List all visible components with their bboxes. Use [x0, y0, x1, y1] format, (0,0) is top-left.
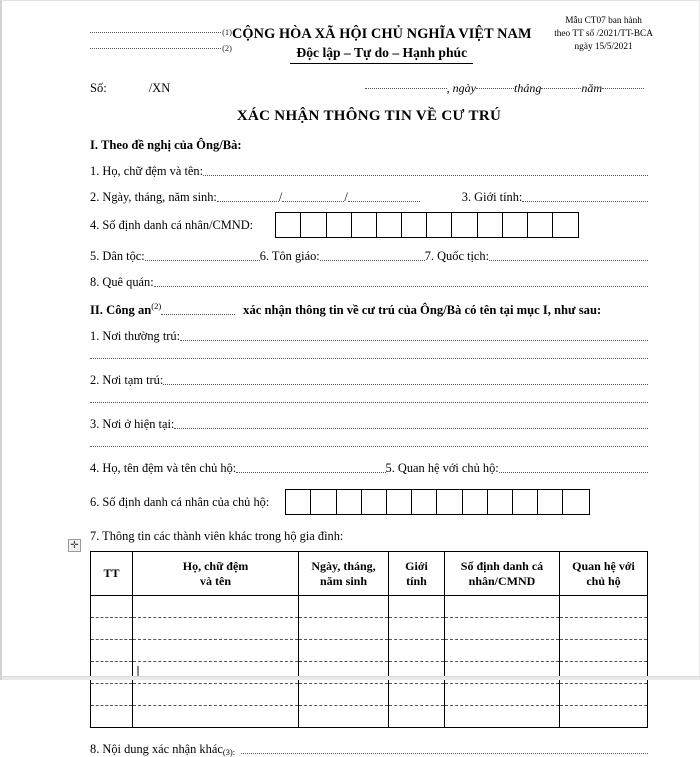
members-table-cell[interactable] — [560, 640, 648, 662]
field-temporary-residence-row-2 — [90, 396, 648, 406]
field-current-residence-label: 3. Nơi ở hiện tại: — [90, 417, 175, 431]
members-table-cell[interactable] — [445, 662, 560, 684]
members-table-col-header-line: và tên — [200, 573, 231, 588]
national-motto: Độc lập – Tự do – Hạnh phúc — [290, 45, 473, 64]
members-table-cell[interactable] — [445, 706, 560, 728]
members-table-cell[interactable] — [445, 596, 560, 618]
field-dob-day-input[interactable] — [217, 201, 279, 202]
members-table-cell[interactable] — [133, 596, 299, 618]
document-body — [70, 13, 653, 757]
field-householder-name-label: 4. Họ, tên đệm và tên chủ hộ: — [90, 461, 237, 475]
date-thang-label: tháng — [513, 81, 542, 95]
members-table-col-header — [91, 552, 133, 596]
place-input[interactable] — [365, 88, 447, 89]
members-table-col-header — [299, 552, 389, 596]
page-title: XÁC NHẬN THÔNG TIN VỀ CƯ TRÚ — [236, 108, 502, 124]
field-permanent-residence-row-2 — [90, 352, 648, 362]
authority-line-1 — [90, 20, 232, 36]
field-full-name-label: 1. Họ, chữ đệm và tên: — [90, 164, 204, 178]
field-nationality-input[interactable] — [489, 260, 648, 261]
field-personal-id-label: 4. Số định danh cá nhân/CMND: — [90, 217, 254, 232]
form-reference-line-1: Mẫu CT07 ban hành — [565, 16, 642, 26]
members-table-cell[interactable] — [91, 640, 133, 662]
members-table-cell[interactable] — [91, 684, 133, 706]
members-table-cell[interactable] — [389, 684, 445, 706]
table-row — [91, 596, 648, 618]
members-table-cell[interactable] — [389, 662, 445, 684]
members-table-col-header-line: Giới — [405, 558, 428, 573]
field-dob-year-input[interactable] — [348, 201, 420, 202]
field-current-residence-input[interactable] — [174, 428, 648, 429]
national-heading — [232, 13, 532, 64]
section-2-authority-label: II. Công an — [90, 303, 152, 317]
field-nationality-label: 7. Quốc tịch: — [424, 249, 490, 263]
authority-line-2-fill[interactable] — [90, 48, 221, 49]
field-hometown-label: 8. Quê quán: — [90, 275, 154, 289]
members-table-cell[interactable] — [389, 640, 445, 662]
field-ethnicity-label: 5. Dân tộc: — [90, 249, 145, 263]
field-religion-input[interactable] — [320, 260, 425, 261]
householder-id-cell[interactable] — [387, 490, 412, 514]
members-table-col-header-line: TT — [103, 566, 120, 580]
members-table-cell[interactable] — [299, 662, 389, 684]
members-table-col-header — [389, 552, 445, 596]
field-religion-label: 6. Tôn giáo: — [259, 249, 320, 263]
members-table-col-header-line: Quan hệ với — [572, 558, 635, 573]
document-number-value[interactable]: /XN — [148, 81, 171, 95]
field-temporary-residence-row — [90, 371, 648, 388]
field-permanent-residence-row — [90, 327, 648, 344]
members-table-cell[interactable] — [560, 662, 648, 684]
members-table-cell[interactable] — [445, 618, 560, 640]
section-2-heading — [90, 301, 648, 318]
members-table-cell[interactable] — [299, 640, 389, 662]
field-full-name-input[interactable] — [203, 175, 648, 176]
field-current-residence-row-2 — [90, 440, 648, 450]
form-reference-line-3: ngày 15/5/2021 — [574, 42, 633, 53]
members-table-header-row — [91, 552, 648, 596]
members-table-col-header-line: chủ hộ — [586, 573, 621, 588]
document-number-label: Số: — [90, 81, 107, 95]
form-reference-box — [532, 13, 676, 55]
field-ethnicity-row — [90, 247, 648, 264]
field-temporary-residence-input[interactable] — [163, 384, 648, 385]
year-input[interactable] — [602, 88, 644, 89]
members-table-cell[interactable] — [91, 662, 133, 684]
field-other-content-input[interactable] — [241, 753, 648, 754]
field-dob-row — [90, 188, 648, 205]
members-table-cell[interactable] — [560, 596, 648, 618]
personal-id-cell[interactable] — [553, 213, 578, 237]
field-current-residence-input-2[interactable] — [90, 446, 648, 447]
members-table-col-header — [133, 552, 299, 596]
field-members-label: 7. Thông tin các thành viên khác trong hộ gia đình: — [90, 529, 344, 543]
members-table-col-header-line: Số định danh cá — [460, 558, 544, 573]
members-table-cell[interactable] — [133, 684, 299, 706]
members-table-col-header — [560, 552, 648, 596]
date-ngay-label: , ngày — [446, 81, 476, 95]
field-householder-id-boxes[interactable] — [285, 489, 589, 515]
householder-id-cell[interactable] — [513, 490, 538, 514]
field-members-row — [90, 527, 648, 544]
table-row — [91, 640, 648, 662]
members-table-wrapper — [70, 540, 648, 728]
members-table-cell[interactable] — [445, 684, 560, 706]
place-date-line — [365, 81, 648, 96]
personal-id-cell[interactable] — [452, 213, 477, 237]
members-table-col-header-line: Họ, chữ đệm — [182, 558, 249, 573]
members-table-cell[interactable] — [133, 662, 299, 684]
section-2-heading-left — [90, 301, 161, 318]
field-hometown-input[interactable] — [154, 286, 648, 287]
members-table-cell[interactable] — [91, 618, 133, 640]
national-name: CỘNG HÒA XÃ HỘI CHỦ NGHĨA VIỆT NAM — [232, 26, 532, 42]
table-row — [91, 684, 648, 706]
householder-id-cell[interactable] — [337, 490, 362, 514]
field-ethnicity-input[interactable] — [145, 260, 260, 261]
householder-id-cell[interactable] — [362, 490, 387, 514]
field-householder-id-label: 6. Số định danh cá nhân của chủ hộ: — [90, 494, 270, 509]
personal-id-cell[interactable] — [327, 213, 352, 237]
members-table-body — [91, 596, 648, 728]
section-2-authority-input[interactable] — [161, 314, 235, 315]
members-table-cell[interactable] — [445, 640, 560, 662]
table-row — [91, 662, 648, 684]
personal-id-cell[interactable] — [427, 213, 452, 237]
field-permanent-residence-label: 1. Nơi thường trú: — [90, 329, 181, 343]
members-table-cell[interactable] — [133, 706, 299, 728]
dob-separator-2: / — [344, 190, 348, 204]
form-reference-line-2: theo TT số /2021/TT-BCA — [554, 29, 653, 40]
householder-id-cell[interactable] — [412, 490, 437, 514]
table-move-handle-icon[interactable]: ✛ — [68, 539, 81, 552]
personal-id-cell[interactable] — [377, 213, 402, 237]
section-1-heading: I. Theo đề nghị của Ông/Bà: — [90, 138, 242, 152]
members-table-cell[interactable] — [299, 684, 389, 706]
members-table-cell[interactable] — [389, 706, 445, 728]
members-table-cell[interactable] — [133, 640, 299, 662]
field-current-residence-row — [90, 415, 648, 432]
authority-line-2 — [90, 36, 232, 52]
members-table-cell[interactable] — [560, 706, 648, 728]
members-table-col-header-line: Ngày, tháng, — [311, 558, 376, 573]
householder-id-cell[interactable] — [563, 490, 588, 514]
field-full-name-row — [90, 162, 648, 179]
householder-id-cell[interactable] — [311, 490, 336, 514]
section-2-heading-right: xác nhận thông tin về cư trú của Ông/Bà có tên tại mục I, như sau: — [243, 303, 602, 317]
authority-line-1-note: (1) — [222, 26, 232, 37]
members-table-cell[interactable] — [560, 618, 648, 640]
field-temporary-residence-label: 2. Nơi tạm trú: — [90, 373, 164, 387]
section-2-footnote-marker: (2) — [151, 300, 162, 311]
field-householder-name-input[interactable] — [236, 472, 385, 473]
personal-id-cell[interactable] — [301, 213, 326, 237]
authority-line-1-fill[interactable] — [90, 32, 221, 33]
householder-id-cell[interactable] — [437, 490, 462, 514]
personal-id-cell[interactable] — [528, 213, 553, 237]
field-householder-name-row — [90, 459, 648, 476]
householder-id-cell[interactable] — [463, 490, 488, 514]
field-dob-month-input[interactable] — [282, 201, 344, 202]
issuing-authority-block — [90, 13, 232, 52]
members-table-cell[interactable] — [91, 596, 133, 618]
document-number-row — [90, 78, 648, 96]
members-table-cell[interactable] — [133, 618, 299, 640]
householder-id-cell[interactable] — [286, 490, 311, 514]
field-dob-label: 2. Ngày, tháng, năm sinh: — [90, 190, 217, 204]
page-bottom-edge — [2, 676, 700, 680]
field-personal-id-row — [90, 212, 648, 238]
members-table-col-header-line: năm sinh — [319, 573, 368, 588]
members-table-cell[interactable] — [389, 618, 445, 640]
field-householder-relation-input[interactable] — [499, 472, 648, 473]
personal-id-cell[interactable] — [402, 213, 427, 237]
document-header — [90, 13, 653, 71]
members-table-cell[interactable] — [299, 706, 389, 728]
members-table-col-header-line: nhân/CMND — [468, 573, 536, 588]
field-gender-input[interactable] — [522, 201, 648, 202]
field-other-content-row — [90, 740, 648, 757]
table-row — [91, 706, 648, 728]
dob-separator-1: / — [278, 190, 283, 204]
month-input[interactable] — [541, 88, 581, 89]
members-table-cell[interactable] — [91, 706, 133, 728]
members-table-cell[interactable] — [299, 596, 389, 618]
personal-id-cell[interactable] — [352, 213, 377, 237]
field-other-content-label: 8. Nội dung xác nhận khác — [90, 742, 223, 756]
members-table-col-header-line: tính — [406, 573, 427, 588]
field-gender-label: 3. Giới tính: — [461, 190, 523, 204]
members-table-col-header — [445, 552, 560, 596]
authority-line-2-note: (2) — [222, 42, 232, 53]
field-other-content-footnote: (3): — [222, 747, 236, 757]
members-table-cell[interactable] — [560, 684, 648, 706]
field-personal-id-boxes[interactable] — [275, 212, 579, 238]
personal-id-cell[interactable] — [478, 213, 503, 237]
day-input[interactable] — [476, 88, 514, 89]
field-permanent-residence-input[interactable] — [180, 340, 648, 341]
field-householder-relation-label: 5. Quan hệ với chủ hộ: — [385, 461, 499, 475]
field-householder-id-row — [90, 489, 648, 515]
table-row — [91, 618, 648, 640]
members-table-cell[interactable] — [299, 618, 389, 640]
field-hometown-row — [90, 273, 648, 290]
field-permanent-residence-input-2[interactable] — [90, 358, 648, 359]
personal-id-cell[interactable] — [276, 213, 301, 237]
field-temporary-residence-input-2[interactable] — [90, 402, 648, 403]
date-nam-label: năm — [581, 81, 602, 95]
personal-id-cell[interactable] — [503, 213, 528, 237]
members-table — [90, 551, 648, 728]
householder-id-cell[interactable] — [538, 490, 563, 514]
members-table-cell[interactable] — [389, 596, 445, 618]
householder-id-cell[interactable] — [488, 490, 513, 514]
